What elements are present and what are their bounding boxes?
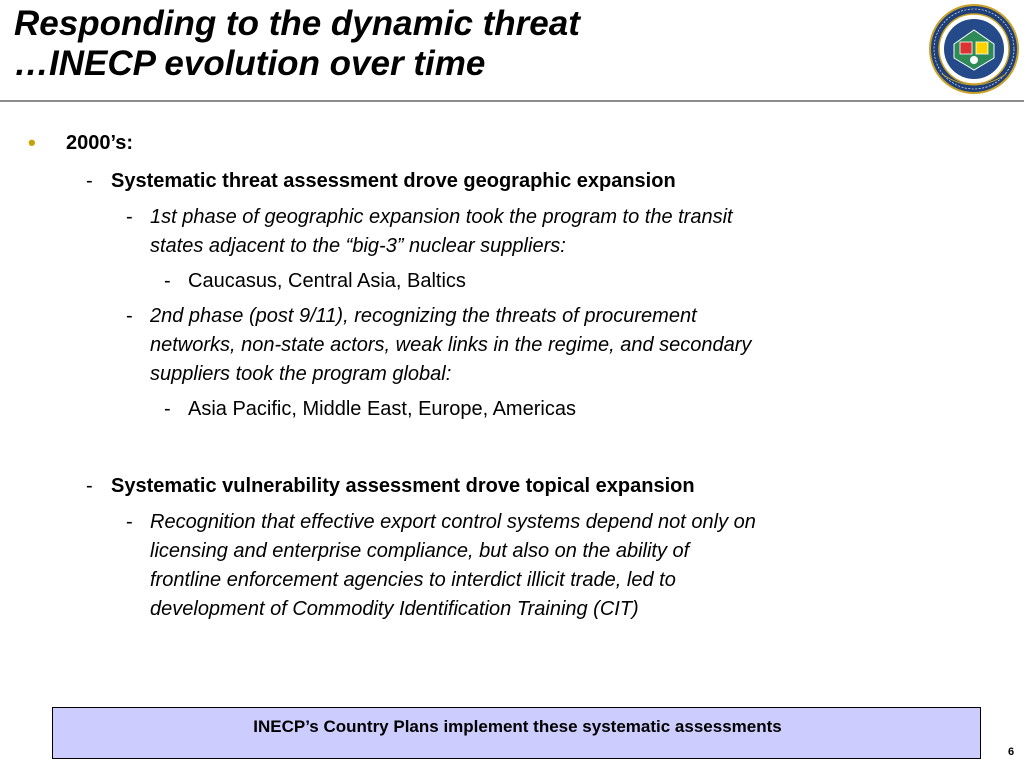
inecp-seal-logo xyxy=(928,0,1020,100)
summary-callout-box xyxy=(52,707,981,759)
bullet-2000s: 2000’s: xyxy=(66,132,134,154)
section2-heading: Systematic vulnerability assessment drove topical expansion xyxy=(111,475,695,497)
cit-line-1: Recognition that effective export control systems depend not only on xyxy=(150,511,756,533)
cit-line-3: frontline enforcement agencies to interdict illicit trade, led to xyxy=(150,569,676,591)
phase2-line-1: 2nd phase (post 9/11), recognizing the threats of procurement xyxy=(150,305,697,327)
title-divider xyxy=(0,100,1024,102)
dash-marker: - xyxy=(126,511,133,533)
dash-marker: - xyxy=(126,206,133,228)
bullet-dot-icon: • xyxy=(28,130,36,155)
seal-icon xyxy=(928,0,1020,100)
dash-marker: - xyxy=(164,398,171,420)
dash-marker: - xyxy=(126,305,133,327)
page-number: 6 xyxy=(1008,746,1015,758)
phase1-line-2: states adjacent to the “big-3” nuclear suppliers: xyxy=(150,235,566,257)
section1-heading: Systematic threat assessment drove geographic expansion xyxy=(111,170,676,192)
summary-callout-text: INECP’s Country Plans implement these systematic assessments xyxy=(253,717,782,736)
phase2-line-3: suppliers took the program global: xyxy=(150,363,452,385)
cit-line-4: development of Commodity Identification Training (CIT) xyxy=(150,598,639,620)
dash-marker: - xyxy=(86,475,93,497)
title-line-2: …INECP evolution over time xyxy=(14,44,486,83)
cit-line-2: licensing and enterprise compliance, but also on the ability of xyxy=(150,540,690,562)
dash-marker: - xyxy=(164,270,171,292)
title-line-1: Responding to the dynamic threat xyxy=(14,4,580,43)
dash-marker: - xyxy=(86,170,93,192)
phase2-line-2: networks, non-state actors, weak links in the regime, and secondary xyxy=(150,334,752,356)
phase2-regions: Asia Pacific, Middle East, Europe, Americas xyxy=(188,398,576,420)
slide-title xyxy=(14,4,894,84)
phase1-line-1: 1st phase of geographic expansion took the program to the transit xyxy=(150,206,733,228)
phase1-regions: Caucasus, Central Asia, Baltics xyxy=(188,270,466,292)
